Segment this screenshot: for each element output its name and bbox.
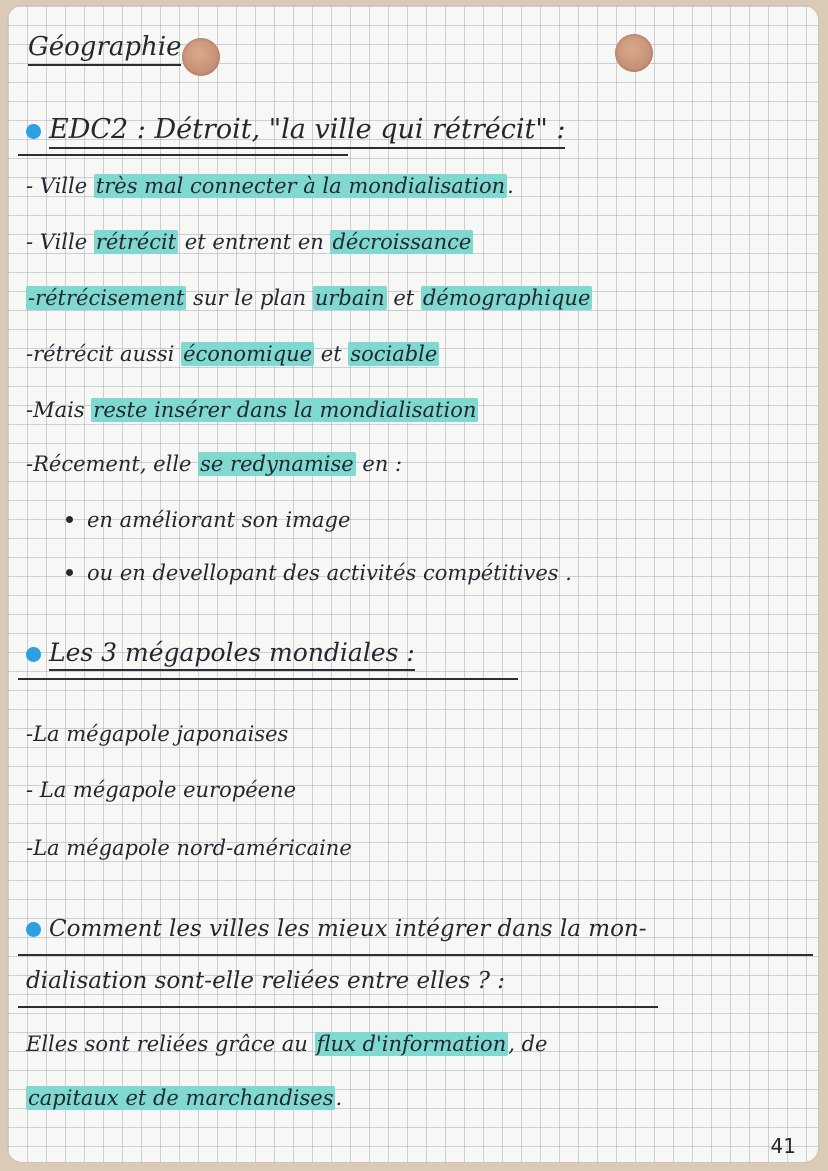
highlight: économique [183,342,313,366]
blue-bullet-icon [26,124,41,139]
heading-underline [18,1006,658,1008]
list-item: -La mégapole nord-américaine [26,836,352,860]
highlight: décroissance [332,230,472,254]
highlight: rétrécit [95,230,177,254]
answer-line: Elles sont reliées grâce au flux d'information, de [26,1032,548,1056]
bullet-item: en améliorant son image [66,508,350,532]
highlight: se redynamise [200,452,354,476]
page-title: Géographie [28,32,181,62]
note-line: - Ville rétrécit et entrent en décroissance [26,230,472,254]
bullet-item: ou en devellopant des activités compétitives . [66,561,572,585]
notebook-card [8,6,818,1162]
blue-bullet-icon [26,647,41,662]
heading-underline [18,678,518,680]
section-heading-megapoles: Les 3 mégapoles mondiales : [26,638,415,667]
list-item: -La mégapole japonaises [26,722,289,746]
answer-line: capitaux et de marchandises. [28,1086,343,1110]
section-heading-question: Comment les villes les mieux intégrer dans la mon- [26,916,647,942]
dot-bullet-icon [66,569,73,576]
section-heading-detroit: EDC2 : Détroit, "la ville qui rétrécit" : [26,114,565,145]
heading-underline [18,954,813,956]
highlight: démographique [422,286,591,310]
list-item: - La mégapole européene [26,778,297,802]
highlight: reste insérer dans la mondialisation [93,398,477,422]
page-number: 41 [770,1134,796,1158]
highlight: flux d'information [316,1032,507,1056]
highlight: -rétrécisement [28,286,185,310]
highlight: urbain [314,286,385,310]
note-line: -rétrécit aussi économique et sociable [26,342,438,366]
punch-hole-left [182,38,220,76]
note-line: - Ville très mal connecter à la mondialisation. [26,174,514,198]
section-heading-question-cont: dialisation sont-elle reliées entre elles ? : [26,968,505,994]
highlight: capitaux et de marchandises [28,1086,334,1110]
note-line: -rétrécisement sur le plan urbain et démographique [28,286,591,310]
note-line: -Mais reste insérer dans la mondialisation [26,398,477,422]
note-line: -Récement, elle se redynamise en : [26,452,403,476]
highlight: très mal connecter à la mondialisation [95,174,506,198]
punch-hole-right [615,34,653,72]
heading-underline [18,154,348,156]
highlight: sociable [350,342,438,366]
dot-bullet-icon [66,516,73,523]
blue-bullet-icon [26,922,41,937]
